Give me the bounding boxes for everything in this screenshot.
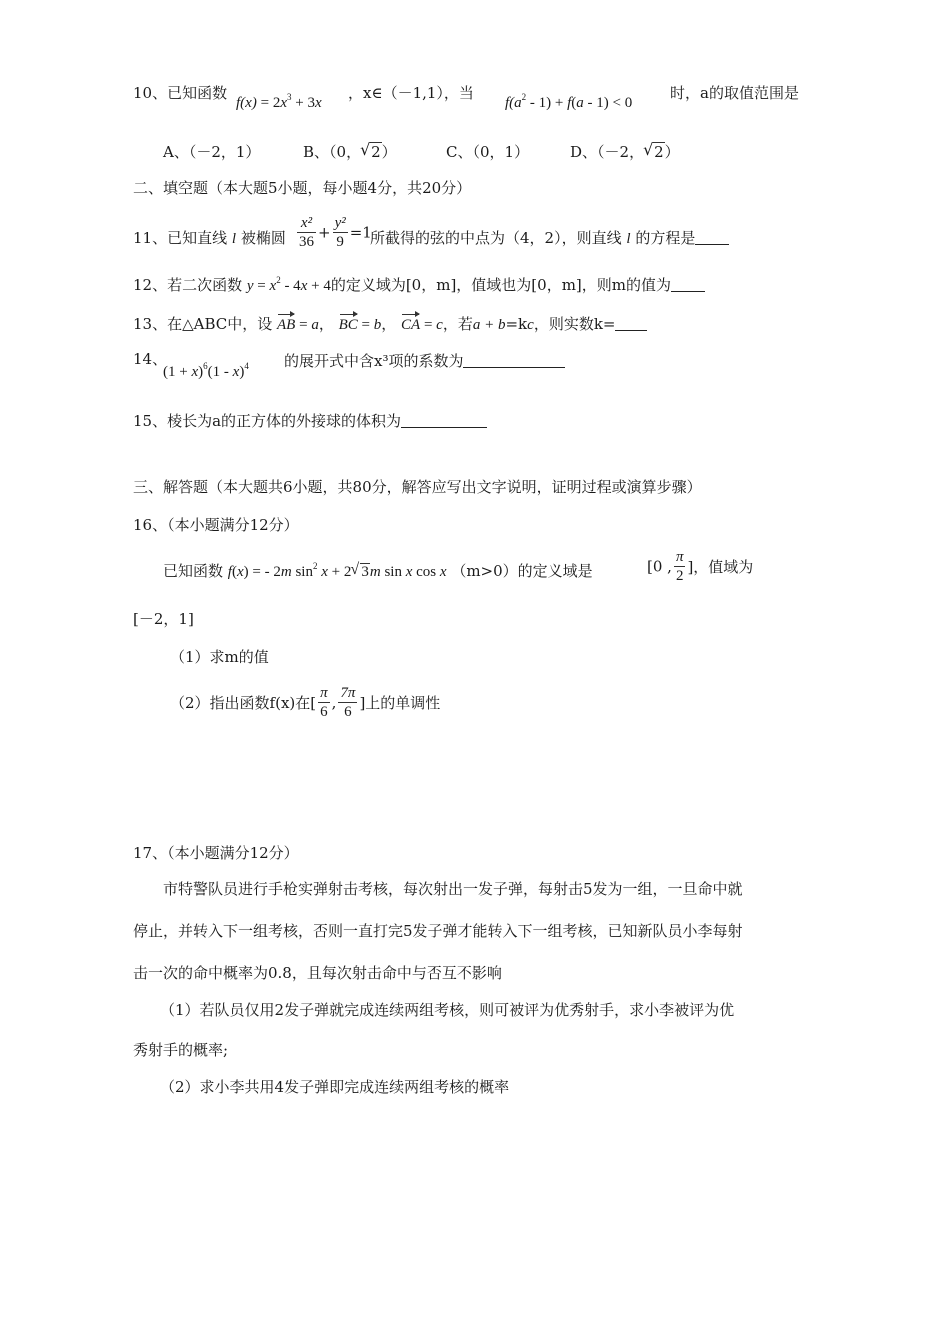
q16-part1: （1）求m的值 xyxy=(170,648,269,666)
q15-answer-blank[interactable] xyxy=(401,413,487,428)
section-answer-heading: 三、解答题（本大题共6小题，共80分，解答应写出文字说明，证明过程或演算步骤） xyxy=(133,478,702,496)
q14-tail: 的展开式中含x³项的系数为 xyxy=(284,351,565,371)
q11-ellipse: $\frac{\text{x²}}{36}$ + $\frac{\text{y²}}{9}$ =1 xyxy=(299,215,372,250)
q13-answer-blank[interactable] xyxy=(615,316,647,331)
q17-part1-line2: 秀射手的概率; xyxy=(133,1041,229,1059)
q12-answer-blank[interactable] xyxy=(671,277,705,292)
q16-part2: （2）指出函数f(x)在[ $\frac{\pi}{6}$ , $\frac{7\pi}{6}$ ]上的单调性 xyxy=(170,685,441,720)
q17-heading: 17、（本小题满分12分） xyxy=(133,844,299,862)
q10-label: 10、已知函数 xyxy=(133,84,228,102)
q16-statement: 已知函数 f(x) = - 2m $\sin^2 x + 2√$ 3m sin x cos x （m>0）的定义域是 xyxy=(163,561,593,582)
q14-answer-blank[interactable] xyxy=(463,353,565,368)
q10-domain: ，x∈（－1,1），当 xyxy=(348,84,474,102)
q10-option-a: A、（－2，1） xyxy=(163,143,261,161)
q10-condition: $f(a^2 - 1) + f(a - 1) < 0$ xyxy=(505,92,633,111)
q17-part2: （2）求小李共用4发子弹即完成连续两组考核的概率 xyxy=(160,1078,510,1096)
q13-line: 13、在△ABC中，设 AB = a， BC = b， CA = c，若a + b=kc，则实数k= xyxy=(133,311,647,335)
q10-tail: 时，a的取值范围是 xyxy=(670,84,799,102)
q11-line: 11、已知直线 l 被椭圆 xyxy=(133,229,286,247)
q10-line xyxy=(133,83,227,103)
q10-option-b: B、（0，√ 2） xyxy=(303,142,397,162)
q17-text-line2: 停止，并转入下一组考核，否则一直打完5发子弹才能转入下一组考核，已知新队员小李每射 xyxy=(133,922,743,940)
q16-domain: [0 , $\frac{\pi}{2}$ ]，值域为 xyxy=(647,549,754,584)
q17-part1-line1: （1）若队员仅用2发子弹就完成连续两组考核，则可被评为优秀射手，求小李被评为优 xyxy=(160,1001,735,1019)
section-fill-in-heading: 二、填空题（本大题5小题，每小题4分，共20分） xyxy=(133,179,472,197)
q11-tail: 所截得的弦的中点为（4，2），则直线 l 的方程是 xyxy=(370,228,729,249)
q11-answer-blank[interactable] xyxy=(695,230,729,245)
q15-line: 15、棱长为a的正方体的外接球的体积为 xyxy=(133,411,487,431)
q10-option-c: C、（0，1） xyxy=(446,143,530,161)
q16-heading: 16、（本小题满分12分） xyxy=(133,516,299,534)
q16-range: [－2，1] xyxy=(133,610,194,628)
q14-label: 14、 xyxy=(133,350,168,368)
q10-option-d: D、（－2，√ 2） xyxy=(570,142,680,162)
q17-text-line3: 击一次的命中概率为0.8，且每次射击命中与否互不影响 xyxy=(133,964,502,982)
q14-expression: $(1 + x)^6(1 - x)^4$ xyxy=(163,361,249,380)
q10-function: $f(x) = 2x^3 + 3x$ xyxy=(236,92,322,111)
q17-text-line1: 市特警队员进行手枪实弹射击考核，每次射出一发子弹，每射击5发为一组，一旦命中就 xyxy=(163,880,743,898)
q12-line: 12、若二次函数 $y = x^2 - 4x + 4$的定义域为[0，m]，值域也为[0，m]，则m的值为 xyxy=(133,275,705,296)
